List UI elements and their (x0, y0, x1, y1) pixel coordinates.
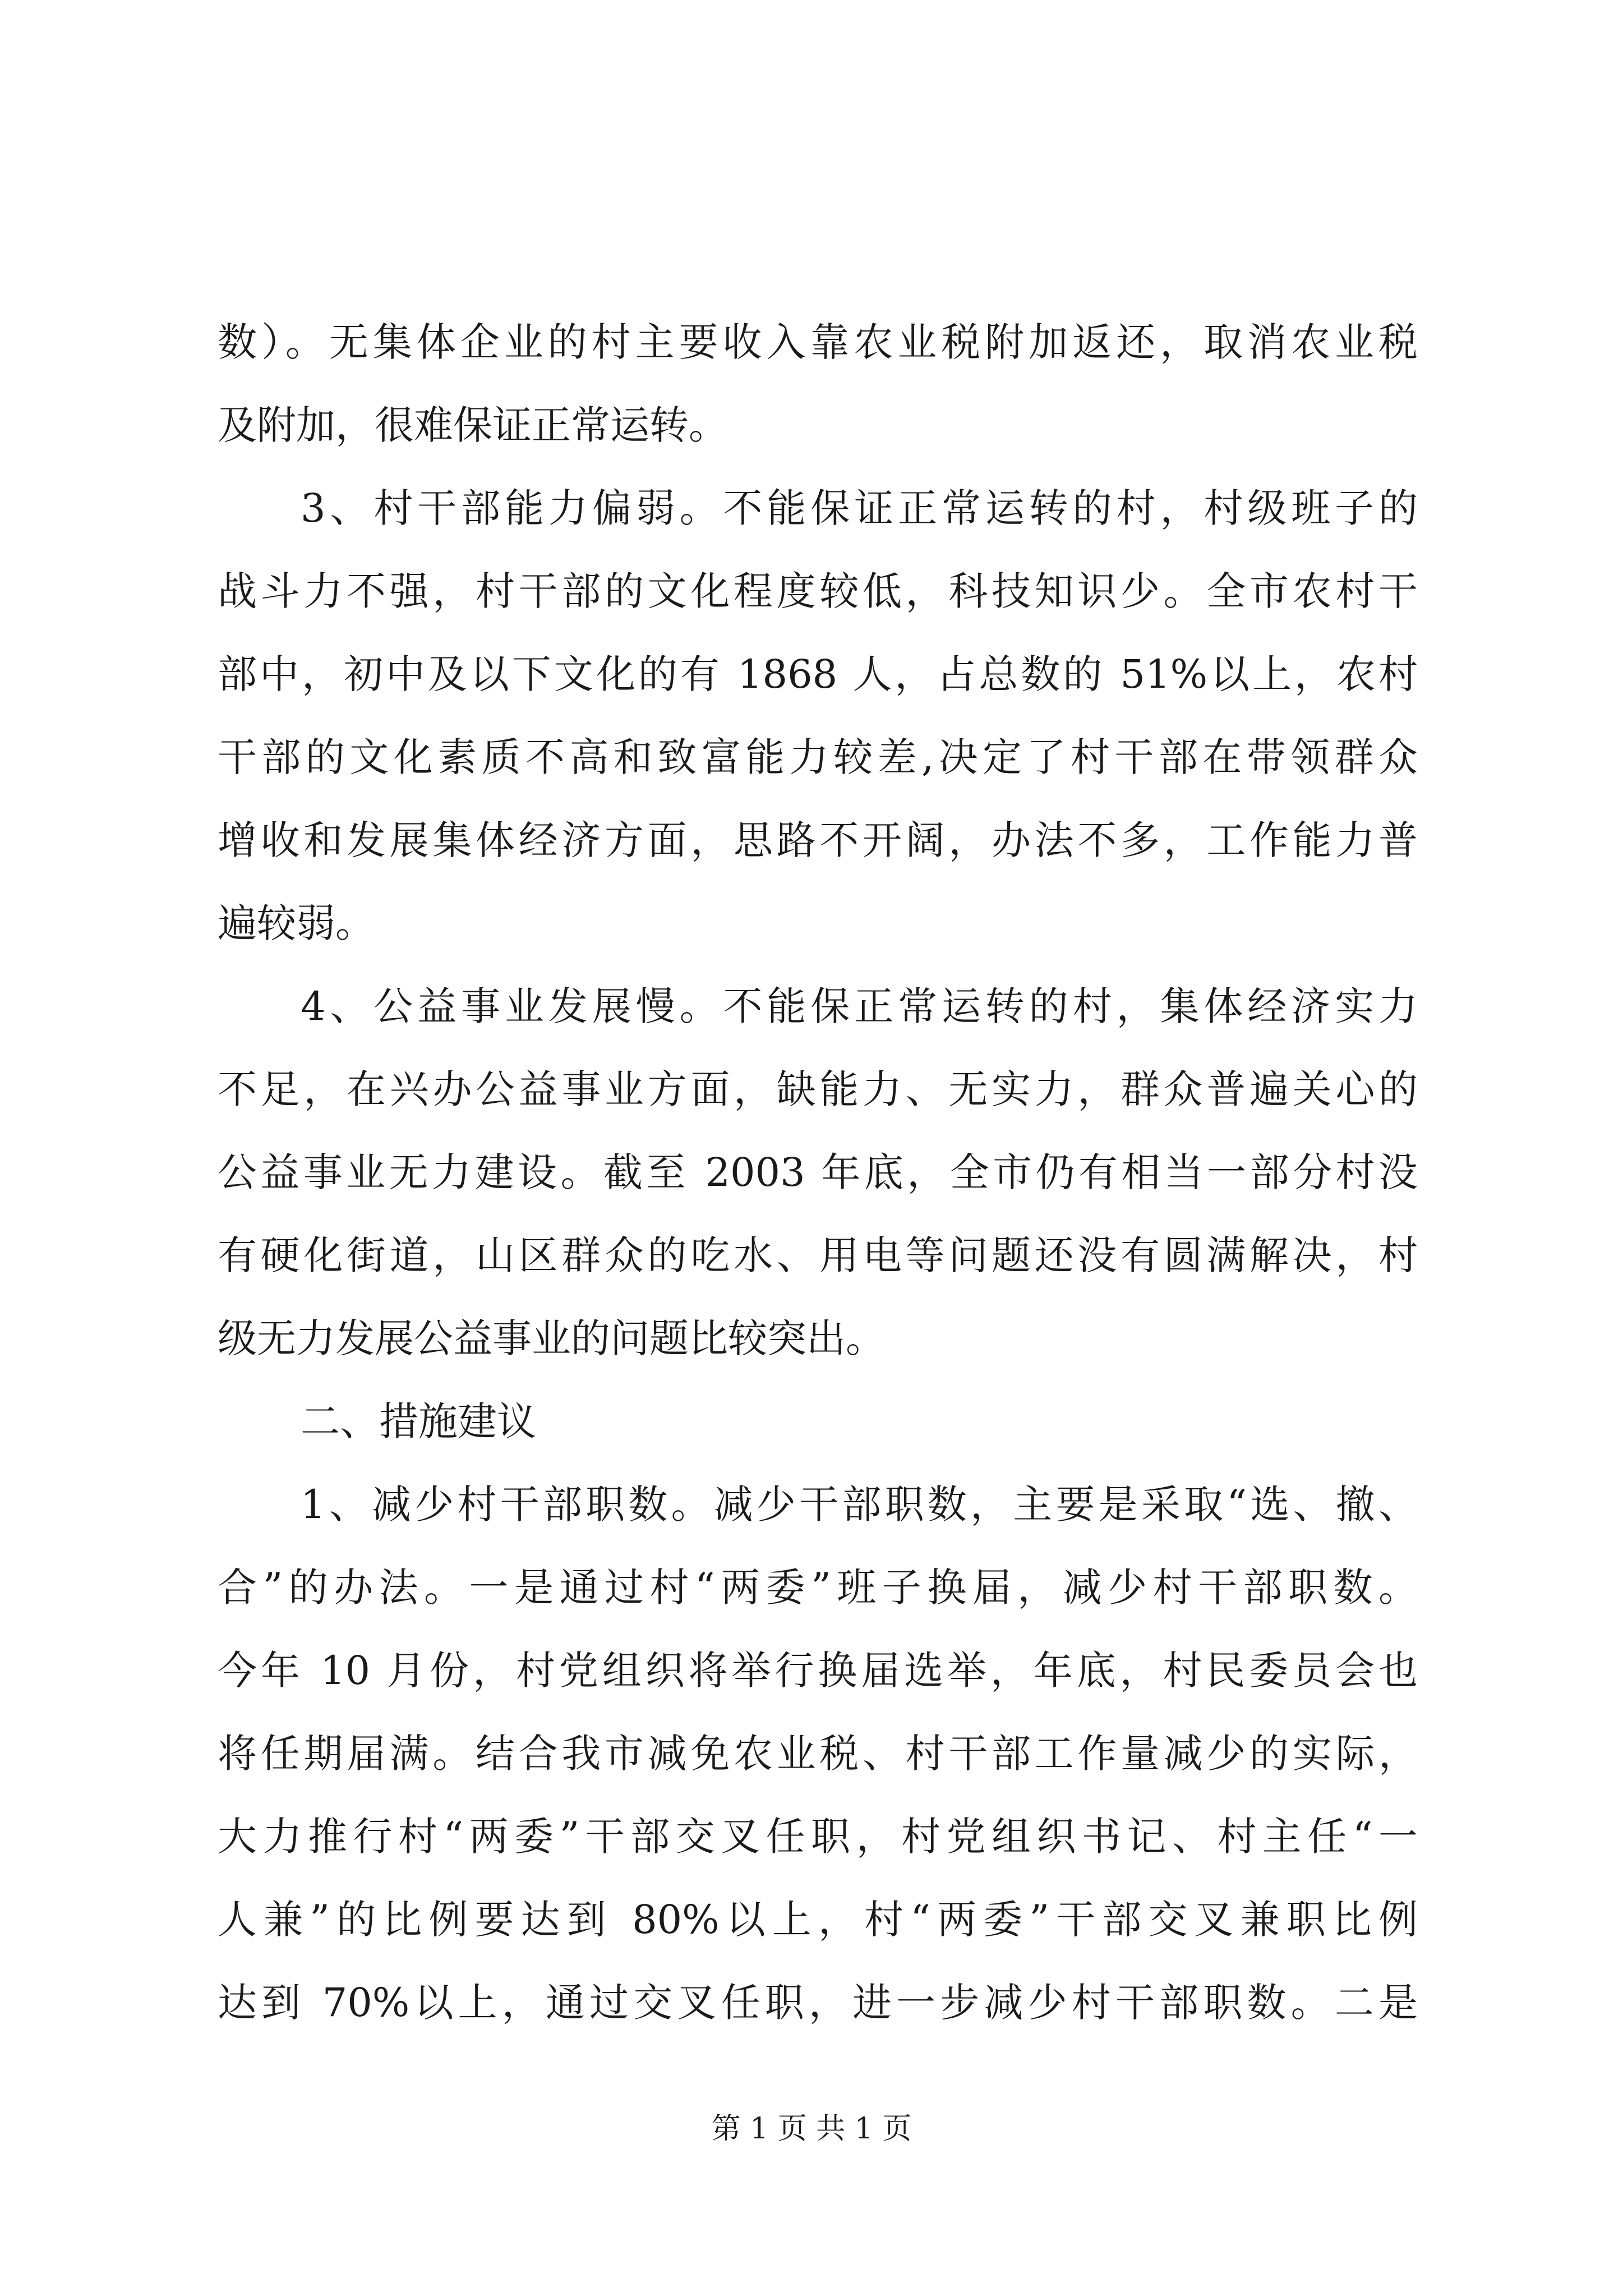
text-line: 增收和发展集体经济方面，思路不开阔，办法不多，工作能力普 (218, 817, 1418, 863)
text-line: 遍较弱。 (218, 900, 375, 946)
text-line: 合”的办法。一是通过村“两委”班子换届，减少村干部职数。 (218, 1565, 1418, 1611)
paragraph-heading-line: 4、公益事业发展慢。不能保正常运转的村，集体经济实力 (301, 983, 1418, 1029)
text-line: 部中，初中及以下文化的有 1868 人，占总数的 51%以上，农村 (218, 651, 1418, 697)
text-line: 及附加，很难保证正常运转。 (218, 402, 728, 448)
text-line: 公益事业无力建设。截至 2003 年底，全市仍有相当一部分村没 (218, 1149, 1418, 1195)
text-line: 人兼”的比例要达到 80%以上，村“两委”干部交叉兼职比例 (218, 1897, 1418, 1943)
text-line: 战斗力不强，村干部的文化程度较低，科技知识少。全市农村干 (218, 568, 1418, 614)
text-line: 级无力发展公益事业的问题比较突出。 (218, 1315, 885, 1361)
text-line: 干部的文化素质不高和致富能力较差,决定了村干部在带领群众 (218, 734, 1418, 780)
text-line: 不足，在兴办公益事业方面，缺能力、无实力，群众普遍关心的 (218, 1066, 1418, 1112)
page-footer: 第 1 页 共 1 页 (711, 2112, 912, 2146)
text-line: 达到 70%以上，通过交叉任职，进一步减少村干部职数。二是 (218, 1980, 1418, 2026)
text-line: 大力推行村“两委”干部交叉任职，村党组织书记、村主任“一 (218, 1814, 1418, 1860)
paragraph-heading-line: 3、村干部能力偏弱。不能保证正常运转的村，村级班子的 (301, 485, 1418, 531)
section-heading: 二、措施建议 (301, 1398, 536, 1444)
paragraph-heading-line: 1、减少村干部职数。减少干部职数，主要是采取“选、撤、 (301, 1481, 1418, 1527)
text-line: 今年 10 月份，村党组织将举行换届选举，年底，村民委员会也 (218, 1648, 1418, 1694)
text-line: 数）。无集体企业的村主要收入靠农业税附加返还，取消农业税 (218, 319, 1418, 365)
text-line: 将任期届满。结合我市减免农业税、村干部工作量减少的实际， (218, 1731, 1418, 1777)
text-line: 有硬化街道，山区群众的吃水、用电等问题还没有圆满解决，村 (218, 1232, 1418, 1278)
